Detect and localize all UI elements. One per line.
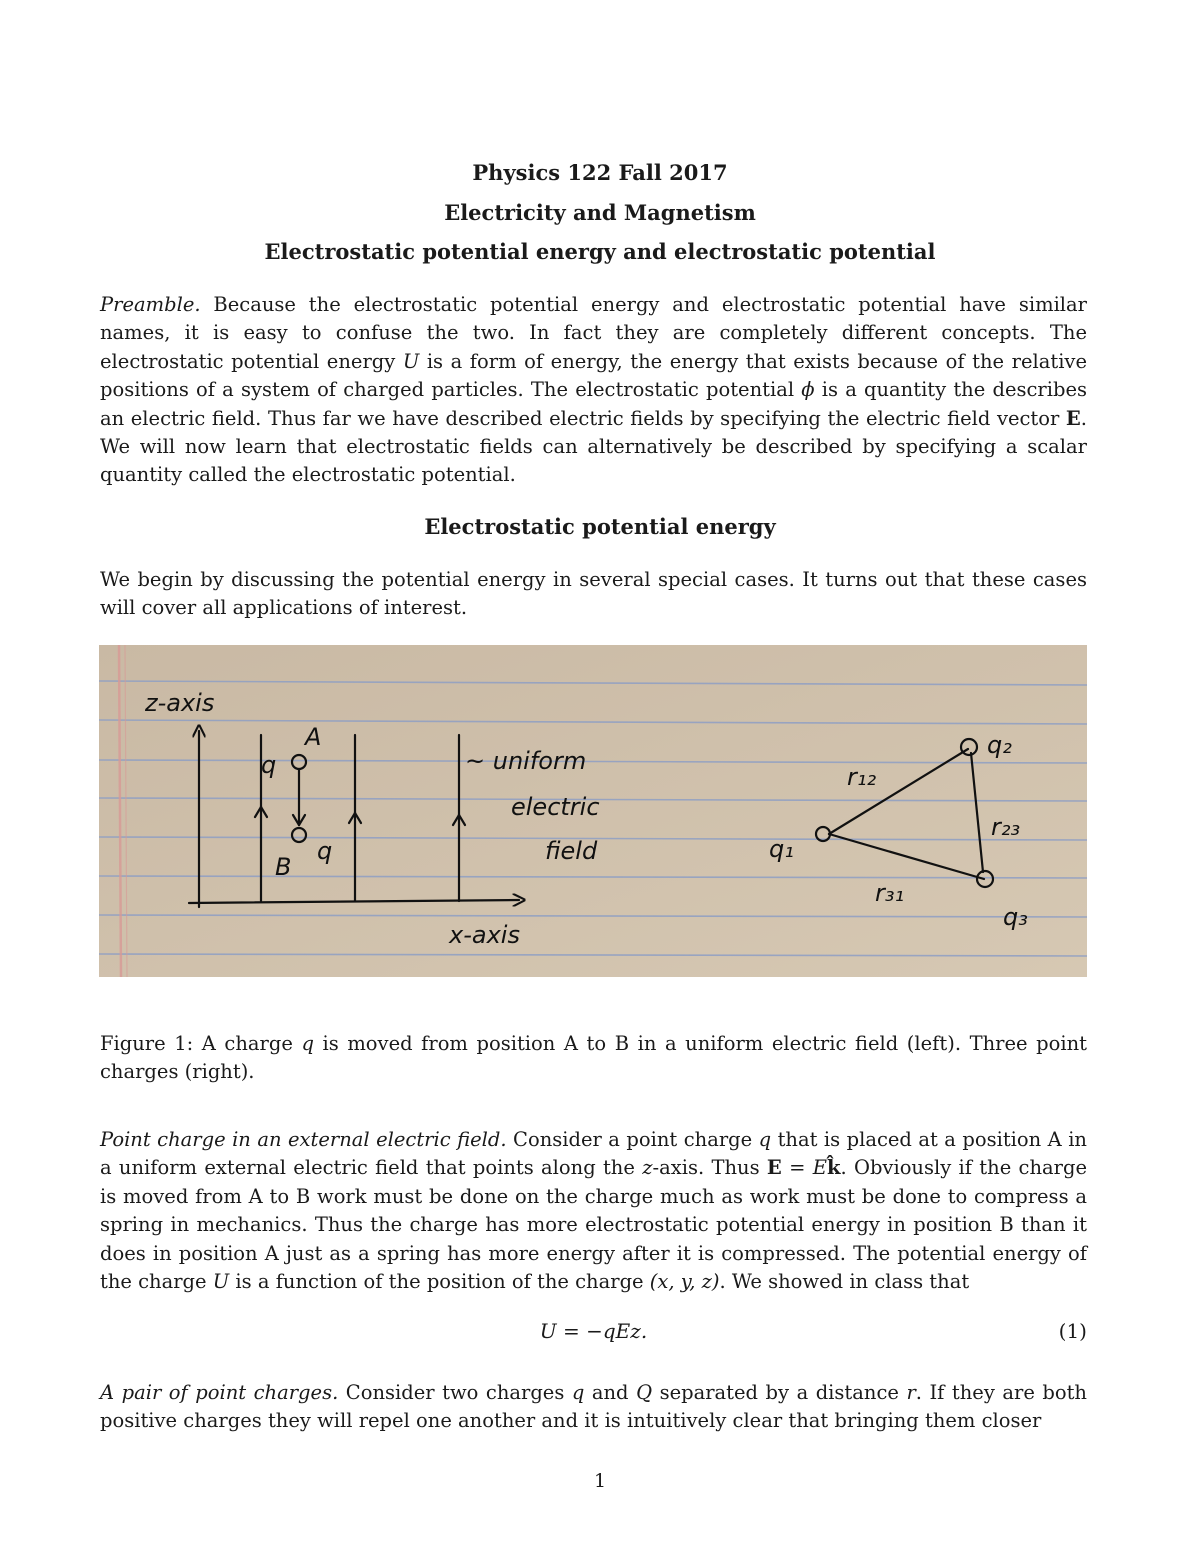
label-x-axis: x-axis <box>449 921 520 949</box>
pc-symbol-khat: k̂ <box>826 1156 841 1180</box>
pair-lead: A pair of point charges. <box>100 1381 339 1404</box>
label-B: B <box>275 853 292 881</box>
symbol-phi: ϕ <box>801 378 815 402</box>
label-q-at-A: q <box>261 751 277 779</box>
equation-1-expression: U = −qEz. <box>539 1319 648 1343</box>
symbol-U: U <box>402 349 420 373</box>
point-charge-paragraph <box>100 1126 1087 1296</box>
label-uniform: ~ uniform <box>465 747 587 775</box>
label-field: field <box>545 837 598 865</box>
preamble-text-a: Because the electrostatic potential energy and electrostatic potential have similar names, it is easy to confuse the two. In fact they are completely different concepts. The electrostatic potential energy <box>100 293 1087 373</box>
pair-text-3: separated by a distance <box>652 1381 907 1404</box>
caption-text-b: is moved from position A to B in a uniform electric field (left). Three point charges (right). <box>100 1032 1087 1084</box>
pair-paragraph <box>100 1379 1087 1436</box>
label-r12: r₁₂ <box>847 763 877 791</box>
preamble-paragraph <box>100 291 1087 490</box>
caption-text-a: Figure 1: A charge <box>100 1032 302 1055</box>
label-electric: electric <box>511 793 600 821</box>
label-q1: q₁ <box>769 835 794 863</box>
section-heading: Electrostatic potential energy <box>424 514 776 539</box>
pc-symbol-E: E <box>812 1156 827 1180</box>
pc-symbol-q: q <box>758 1128 772 1151</box>
figure-1-sketch <box>99 645 1087 977</box>
pc-equals: = <box>781 1156 813 1180</box>
pc-symbol-z: z <box>642 1156 653 1180</box>
pc-text-2: that is placed at a position A in a uniform external electric field that points along the <box>100 1128 1087 1180</box>
page-number: 1 <box>593 1470 607 1492</box>
pair-symbol-Q: Q <box>636 1381 653 1404</box>
pair-text-2: and <box>584 1381 637 1404</box>
preamble-lead: Preamble. <box>100 293 201 316</box>
symbol-E-vector: E <box>1065 406 1081 430</box>
label-q3: q₃ <box>1003 903 1028 931</box>
pc-symbol-U: U <box>212 1270 230 1294</box>
pc-text-6: . We showed in class that <box>719 1270 970 1294</box>
pair-text-4: . If they are both positive charges they will repel one another and it is intuitively clear that bringing them closer <box>100 1381 1087 1433</box>
pc-text-1: Consider a point charge <box>506 1128 759 1151</box>
preamble-text-c: is a quantity the describes an electric field. Thus far we have described electric fields by specifying the electric field vector <box>100 378 1087 430</box>
pc-text-3: -axis. Thus <box>652 1156 767 1180</box>
caption-symbol-q: q <box>301 1032 314 1055</box>
label-A: A <box>305 723 322 751</box>
label-r31: r₃₁ <box>875 879 905 907</box>
preamble-text-d: . We will now learn that electrostatic fields can alternatively be described by specifying a scalar quantity called the electrostatic potential. <box>100 406 1087 487</box>
course-title: Physics 122 Fall 2017 <box>472 160 728 185</box>
pc-text-4: . Obviously if the charge is moved from A to B work must be done on the charge much as work must be done to compress a spring in mechanics. Thus the charge has more electrostatic potential energy in position B than it does in position A just as a spring has more energy after it is compressed. The potential energy of the charge <box>100 1156 1087 1294</box>
pair-symbol-q: q <box>571 1381 585 1404</box>
label-z-axis: z-axis <box>145 689 215 717</box>
label-r23: r₂₃ <box>991 813 1021 841</box>
point-charge-lead: Point charge in an external electric field. <box>100 1128 507 1151</box>
section-intro: We begin by discussing the potential energy in several special cases. It turns out that these cases will cover all applications of interest. <box>100 568 1087 620</box>
pc-text-5: is a function of the position of the charge <box>229 1270 650 1294</box>
document-title: Electrostatic potential energy and electrostatic potential <box>264 239 936 264</box>
equation-1-number: (1) <box>1058 1319 1087 1343</box>
label-q-at-B: q <box>317 837 333 865</box>
figure-caption <box>100 1030 1087 1087</box>
pc-coords: (x, y, z) <box>649 1270 720 1294</box>
pair-text-1: Consider two charges <box>338 1381 572 1404</box>
pair-symbol-r: r <box>906 1381 916 1404</box>
preamble-text-b: is a form of energy, the energy that exists because of the relative positions of a system of charged particles. The electrostatic potential <box>100 349 1087 402</box>
pc-symbol-E-vector: E <box>766 1156 782 1180</box>
course-subtitle: Electricity and Magnetism <box>444 200 756 225</box>
label-q2: q₂ <box>987 731 1012 759</box>
